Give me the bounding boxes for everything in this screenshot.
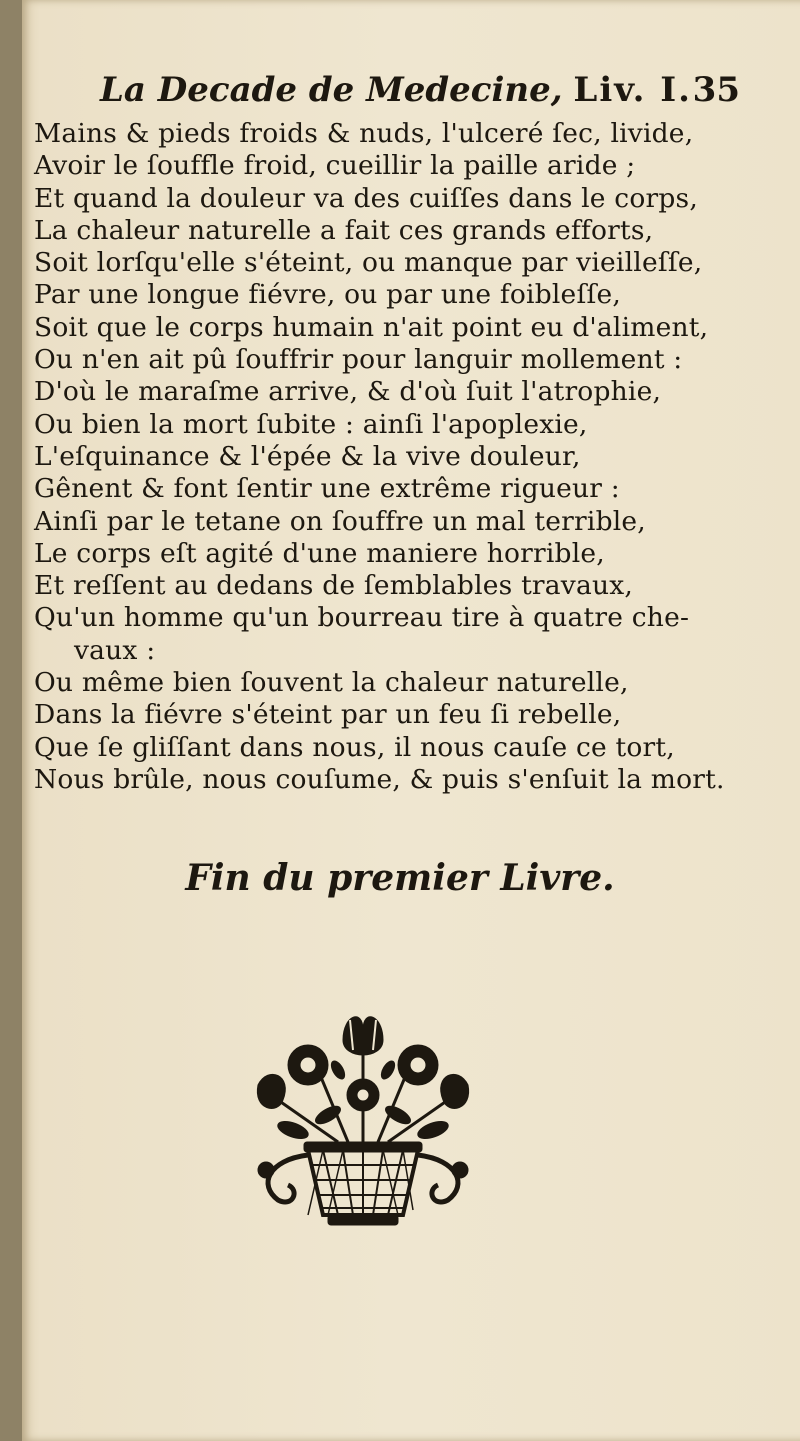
page-number: 35 bbox=[692, 70, 740, 110]
verse-line: Ainſi par le tetane on ſouffre un mal terrible, bbox=[34, 505, 646, 537]
verse-line: Soit que le corps humain n'ait point eu d'aliment, bbox=[34, 311, 709, 343]
verse-line: Ou bien la mort ſubite : ainſi l'apoplexie, bbox=[34, 408, 588, 440]
verse-line: D'où le maraſme arrive, & d'où ſuit l'atrophie, bbox=[34, 376, 662, 408]
running-header bbox=[100, 70, 740, 122]
verse-line: Par une longue fiévre, ou par une foibleſſe, bbox=[34, 279, 621, 311]
verse-line: Dans la fiévre s'éteint par un feu ſi rebelle, bbox=[34, 699, 622, 731]
verse-line-continuation: vaux : bbox=[74, 634, 156, 666]
verse-line: Qu'un homme qu'un bourreau tire à quatre che- bbox=[34, 602, 690, 634]
verse-line: Mains & pieds froids & nuds, l'ulceré ſec, livide, bbox=[34, 118, 694, 149]
header-book-number: Liv. I. bbox=[573, 70, 692, 110]
verse-line: Le corps eſt agité d'une maniere horrible, bbox=[34, 537, 605, 569]
flower-basket-icon bbox=[238, 1010, 488, 1230]
verse-line: Ou même bien ſouvent la chaleur naturelle, bbox=[34, 667, 629, 699]
verse-line: Et reſſent au dedans de ſemblables travaux, bbox=[34, 570, 633, 602]
verse-line: Que ſe gliſſant dans nous, il nous cauſe ce tort, bbox=[34, 731, 675, 763]
verse-line: La chaleur naturelle a fait ces grands efforts, bbox=[34, 214, 654, 246]
verse-line: Nous brûle, nous couſume, & puis s'enſuit la mort. bbox=[34, 763, 725, 795]
closing-line: Fin du premier Livre. bbox=[185, 857, 615, 899]
verse-line: Gênent & font ſentir une extrême rigueur : bbox=[34, 473, 620, 505]
verse-line: Soit lorſqu'elle s'éteint, ou manque par vieilleſſe, bbox=[34, 247, 703, 279]
verse-line: Avoir le ſouffle froid, cueillir la paille aride ; bbox=[34, 150, 636, 182]
verse-line: L'eſquinance & l'épée & la vive douleur, bbox=[34, 440, 581, 472]
verse-line: Et quand la douleur va des cuiſſes dans le corps, bbox=[34, 182, 698, 214]
verse-line: Ou n'en ait pû ſouffrir pour languir mollement : bbox=[34, 344, 683, 376]
verse-block bbox=[34, 118, 725, 796]
header-title: La Decade de Medecine, bbox=[100, 70, 563, 110]
